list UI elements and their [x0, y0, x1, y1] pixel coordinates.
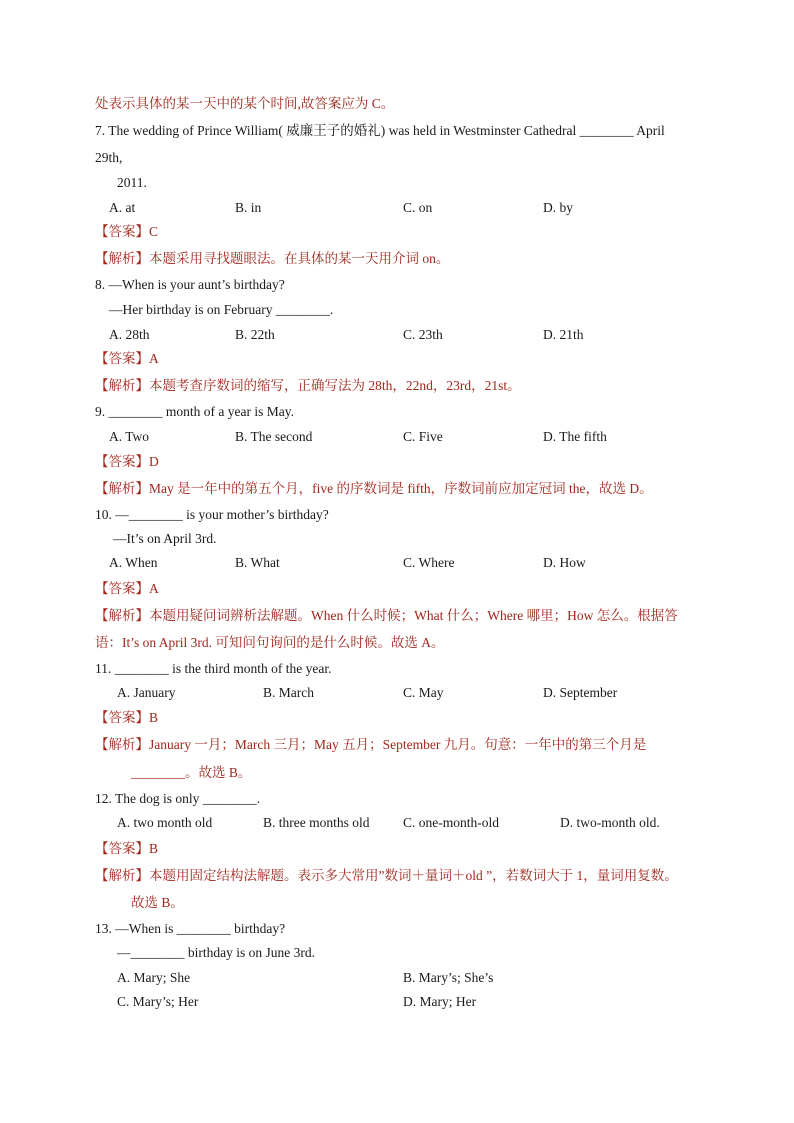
explanation-tag: 【解析】 — [95, 737, 149, 752]
question-7-explanation — [95, 250, 449, 268]
explanation-text: 本题用固定结构法解题。表示多大常用”数词＋量词＋old ”，若数词大于 1，量词用复数。 — [149, 868, 678, 883]
question-7-stem: 7. The wedding of Prince William( 威廉王子的婚礼) was held in Westminster Cathedral ________ April — [95, 123, 665, 138]
question-12-option-a: A. two month old — [117, 815, 213, 830]
question-8-answer — [95, 350, 159, 368]
question-10-option-b: B. What — [235, 555, 280, 570]
question-13-option-c: C. Mary’s; Her — [117, 994, 199, 1009]
question-7-option-d: D. by — [543, 200, 573, 215]
question-8-stem: 8. —When is your aunt’s birthday? — [95, 277, 285, 292]
question-13-option-d: D. Mary; Her — [403, 994, 477, 1009]
question-7-stem-year: 2011. — [117, 175, 147, 190]
question-13-option-b: B. Mary’s; She’s — [403, 970, 494, 985]
question-7-option-b: B. in — [235, 200, 262, 215]
answer-tag: 【答案】 — [95, 454, 149, 469]
question-12-explanation-cont: 故选 B。 — [131, 895, 184, 910]
answer-value: A — [149, 581, 159, 596]
answer-tag: 【答案】 — [95, 351, 149, 366]
question-12-option-c: C. one-month-old — [403, 815, 499, 830]
explanation-tag: 【解析】 — [95, 251, 149, 266]
question-11-explanation-cont: ________。故选 B。 — [131, 765, 252, 780]
question-10-explanation-cont: 语：It’s on April 3rd. 可知问句询问的是什么时候。故选 A。 — [95, 635, 445, 650]
question-9-explanation — [95, 480, 653, 498]
question-9-answer — [95, 453, 159, 471]
question-7-stem-cont: 29th, — [95, 150, 123, 165]
question-12-option-b: B. three months old — [263, 815, 370, 830]
question-8-option-a: A. 28th — [109, 327, 150, 342]
answer-tag: 【答案】 — [95, 841, 149, 856]
question-8-stem-cont: —Her birthday is on February ________. — [109, 302, 334, 317]
answer-value: B — [149, 710, 159, 725]
explanation-text: 本题考查序数词的缩写，正确写法为 28th，22nd，23rd，21st。 — [149, 378, 521, 393]
question-9-option-d: D. The fifth — [543, 429, 607, 444]
question-11-option-b: B. March — [263, 685, 314, 700]
question-12-explanation — [95, 867, 678, 885]
question-10-option-a: A. When — [109, 555, 158, 570]
explanation-tag: 【解析】 — [95, 481, 149, 496]
question-8-option-b: B. 22th — [235, 327, 275, 342]
question-9-option-a: A. Two — [109, 429, 150, 444]
answer-value: C — [149, 224, 159, 239]
question-10-explanation — [95, 607, 678, 625]
answer-value: A — [149, 351, 159, 366]
question-11-explanation — [95, 736, 646, 754]
question-12-stem: 12. The dog is only ________. — [95, 791, 261, 806]
explanation-tag: 【解析】 — [95, 378, 149, 393]
explanation-text: January 一月；March 三月；May 五月；September 九月。句意：一年中的第三个月是 — [149, 737, 647, 752]
question-11-option-a: A. January — [117, 685, 176, 700]
explanation-text: 本题用疑问词辨析法解题。When 什么时候；What 什么；Where 哪里；How 怎么。根据答 — [149, 608, 678, 623]
question-10-stem: 10. —________ is your mother’s birthday? — [95, 507, 329, 522]
answer-tag: 【答案】 — [95, 224, 149, 239]
answer-tag: 【答案】 — [95, 710, 149, 725]
question-11-answer — [95, 709, 158, 727]
question-11-option-c: C. May — [403, 685, 444, 700]
question-10-answer — [95, 580, 159, 598]
answer-value: D — [149, 454, 159, 469]
answer-tag: 【答案】 — [95, 581, 149, 596]
question-13-stem: 13. —When is ________ birthday? — [95, 921, 286, 936]
question-10-option-d: D. How — [543, 555, 586, 570]
question-12-answer — [95, 840, 158, 858]
answer-value: B — [149, 841, 159, 856]
explanation-tag: 【解析】 — [95, 868, 149, 883]
explanation-text: May 是一年中的第五个月，five 的序数词是 fifth，序数词前应加定冠词 the，故选 D。 — [149, 481, 653, 496]
question-9-stem: 9. ________ month of a year is May. — [95, 404, 294, 419]
question-10-stem-cont: —It’s on April 3rd. — [113, 531, 217, 546]
question-13-option-a: A. Mary; She — [117, 970, 191, 985]
question-11-stem: 11. ________ is the third month of the year. — [95, 661, 332, 676]
question-10-option-c: C. Where — [403, 555, 455, 570]
question-8-option-d: D. 21th — [543, 327, 584, 342]
question-11-option-d: D. September — [543, 685, 618, 700]
question-8-explanation — [95, 377, 521, 395]
question-13-stem-cont: —________ birthday is on June 3rd. — [117, 945, 315, 960]
explanation-text: 本题采用寻找题眼法。在具体的某一天用介词 on。 — [149, 251, 450, 266]
question-7-answer — [95, 223, 158, 241]
question-9-option-b: B. The second — [235, 429, 313, 444]
question-7-option-c: C. on — [403, 200, 433, 215]
question-12-option-d: D. two-month old. — [560, 815, 660, 830]
question-7-option-a: A. at — [109, 200, 136, 215]
previous-explanation-end: 处表示具体的某一天中的某个时间,故答案应为 C。 — [95, 96, 395, 111]
question-8-option-c: C. 23th — [403, 327, 443, 342]
question-9-option-c: C. Five — [403, 429, 443, 444]
explanation-tag: 【解析】 — [95, 608, 149, 623]
